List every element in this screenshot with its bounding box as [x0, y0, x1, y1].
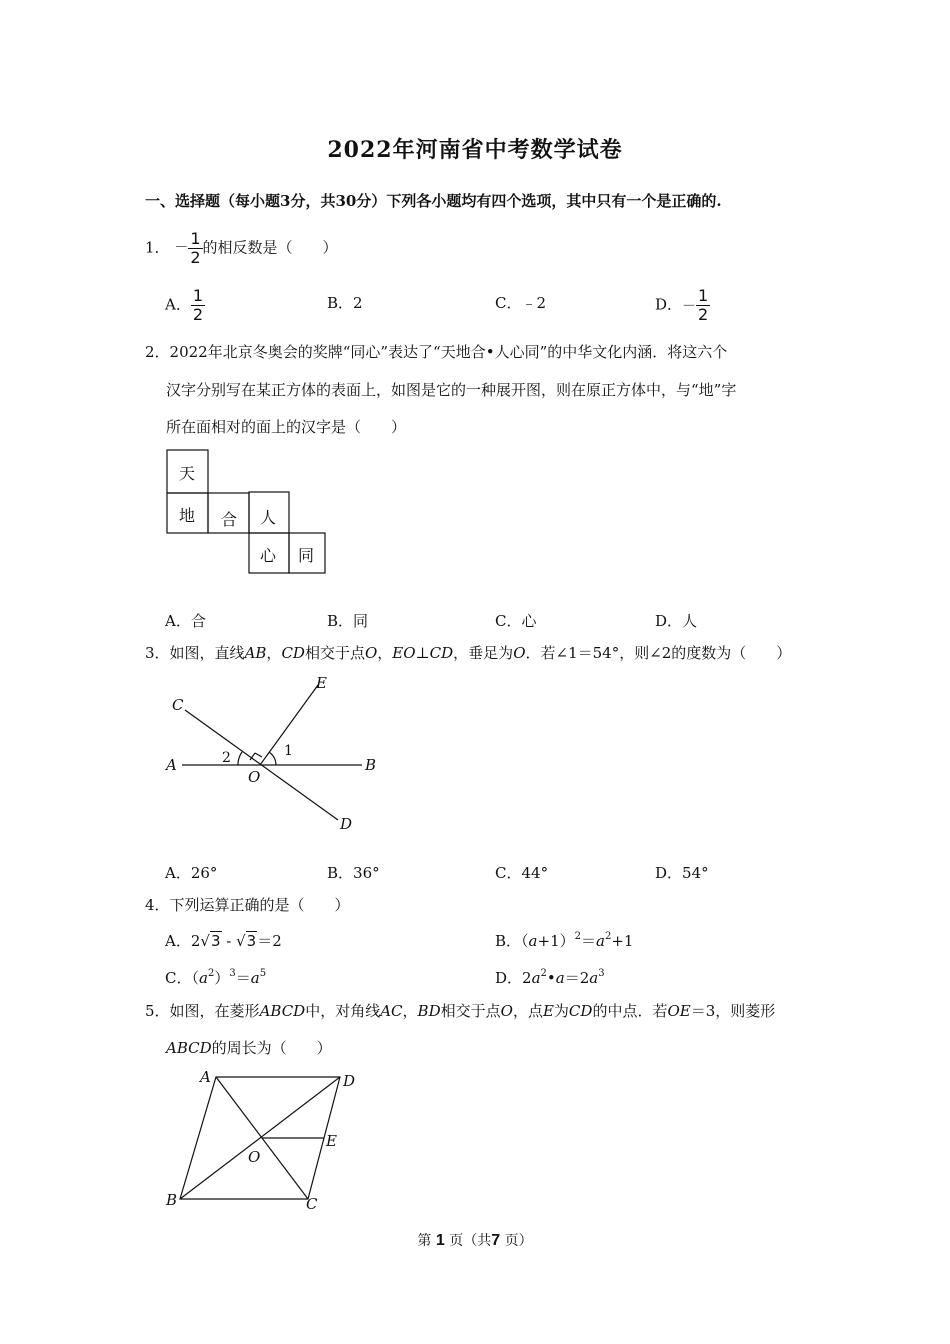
- question-2-line-1: 2．2022年北京冬奥会的奖牌“同心”表达了“天地合•人心同”的中华文化内涵．将这六个: [145, 343, 728, 361]
- svg-text:E: E: [316, 674, 327, 692]
- question-5-line-1: 5．如图，在菱形ABCD中，对角线AC，BD相交于点O，点E为CD的中点．若OE＝3，则菱形: [145, 1002, 776, 1020]
- question-3: 3．如图，直线AB，CD相交于点O，EO⊥CD，垂足为O．若∠1＝54°，则∠2的度数为（ ）: [145, 644, 792, 662]
- angle-1-arc: [269, 752, 276, 765]
- net-cell-tian: 天: [178, 464, 196, 483]
- q2-option-c[interactable]: C．心: [495, 612, 537, 630]
- q3-option-a[interactable]: A．26°: [165, 864, 218, 882]
- net-cell-di: 地: [178, 506, 196, 525]
- svg-text:B: B: [365, 756, 377, 774]
- section-heading: 一、选择题（每小题3分，共30分）下列各小题均有四个选项，其中只有一个是正确的.: [145, 192, 722, 210]
- q4-option-a[interactable]: A．2√3 - √3＝2: [165, 932, 282, 950]
- net-cell-tong: 同: [297, 546, 315, 565]
- svg-text:O: O: [248, 768, 261, 786]
- svg-text:D: D: [340, 815, 353, 833]
- right-angle-mark: [250, 753, 262, 760]
- svg-text:1: 1: [284, 743, 293, 759]
- q1-option-d[interactable]: D．－ $\frac{1}{2}$: [655, 286, 709, 324]
- question-2-line-2: 汉字分别写在某正方体的表面上，如图是它的一种展开图，则在原正方体中，与“地”字: [166, 381, 737, 399]
- q4-option-c[interactable]: C．$(a^2)^3=a^5$: [165, 968, 267, 987]
- page-title: 2022年河南省中考数学试卷: [327, 137, 623, 163]
- lines-angle-figure: [160, 670, 390, 840]
- q4-option-b[interactable]: B．$(a+1)^2=a^2+1$: [495, 931, 634, 950]
- question-2-line-3: 所在面相对的面上的汉字是（ ）: [166, 418, 407, 436]
- page-footer: 第 1 页（共7 页）: [417, 1232, 533, 1249]
- q2-option-b[interactable]: B．同: [327, 612, 369, 630]
- question-1: [145, 230, 338, 267]
- q3-option-d[interactable]: D．54°: [655, 864, 709, 882]
- svg-text:D: D: [343, 1072, 356, 1090]
- q4-option-d[interactable]: D．$2a^2•a=2a^3$: [495, 968, 605, 987]
- q2-option-a[interactable]: A．合: [165, 612, 206, 630]
- q3-option-b[interactable]: B．36°: [327, 864, 380, 882]
- question-stem: 的相反数是（ ）: [202, 238, 338, 257]
- rhombus-figure: [160, 1062, 365, 1217]
- svg-text:2: 2: [222, 750, 231, 766]
- question-4: 4．下列运算正确的是（ ）: [145, 896, 350, 914]
- q1-option-a[interactable]: A． $\frac{1}{2}$: [165, 286, 204, 324]
- question-5-line-2: ABCD的周长为（ ）: [166, 1039, 332, 1057]
- net-cell-xin: 心: [259, 546, 277, 565]
- svg-text:C: C: [172, 696, 184, 714]
- q1-option-c[interactable]: C．﹣2: [495, 294, 547, 312]
- question-number: 1．: [145, 238, 170, 257]
- net-cell-ren: 人: [259, 508, 277, 527]
- svg-text:O: O: [248, 1148, 261, 1166]
- q3-option-c[interactable]: C．44°: [495, 864, 549, 882]
- svg-text:A: A: [200, 1068, 211, 1086]
- svg-text:B: B: [166, 1191, 178, 1209]
- negative-sign: －: [174, 240, 189, 256]
- fraction: $\frac{1}{2}$: [190, 229, 201, 267]
- angle-2-arc: [238, 752, 242, 765]
- cube-net-figure: [160, 446, 335, 581]
- svg-text:E: E: [326, 1132, 337, 1150]
- svg-text:A: A: [166, 756, 177, 774]
- svg-text:C: C: [306, 1195, 318, 1213]
- q2-option-d[interactable]: D．人: [655, 612, 698, 630]
- q1-option-b[interactable]: B．2: [327, 294, 363, 312]
- net-cell-he: 合: [220, 510, 238, 529]
